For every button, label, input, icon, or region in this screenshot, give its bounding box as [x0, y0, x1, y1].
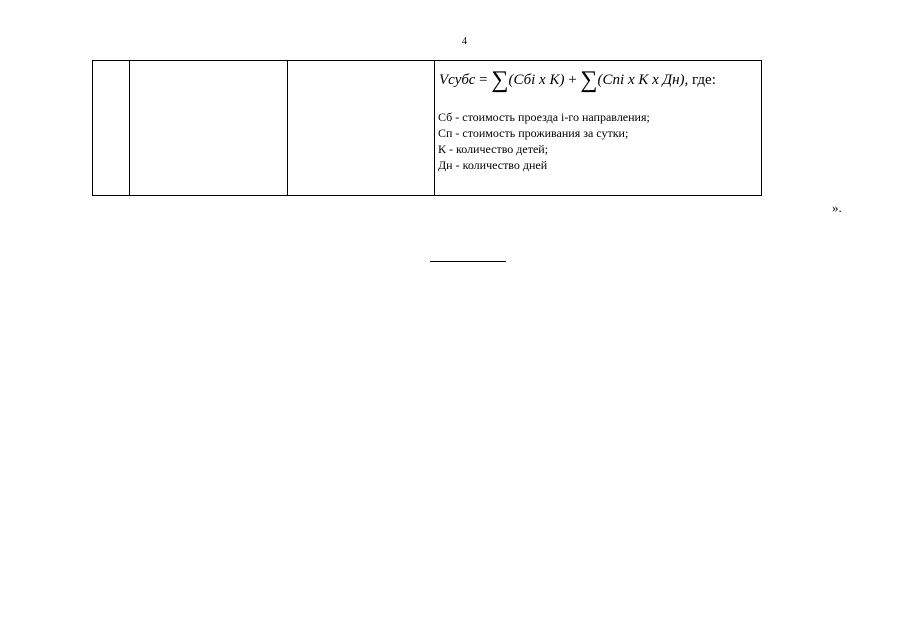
table-cell-formula: [435, 61, 762, 196]
legend-item: Дн - количество дней: [438, 158, 548, 172]
page-number: 4: [462, 36, 467, 47]
formula-equals: =: [475, 72, 492, 88]
closing-quote-mark: ».: [832, 200, 842, 215]
formula-plus: +: [564, 72, 581, 88]
end-of-document-rule: [430, 261, 506, 262]
subsidy-formula: [439, 69, 761, 91]
table-cell-description: [288, 61, 435, 196]
document-table: [92, 60, 762, 196]
formula-term-lodging: (Спi x K x Дн),: [597, 72, 689, 88]
sum-symbol-icon: ∑: [580, 67, 598, 93]
formula-term-travel: (Сбi x K): [508, 72, 565, 88]
formula-legend: [438, 109, 761, 173]
legend-item: Сп - стоимость проживания за сутки;: [438, 126, 629, 140]
sum-symbol-icon: ∑: [491, 67, 509, 93]
formula-where: где:: [688, 72, 716, 88]
table-cell-number: [93, 61, 130, 196]
table-cell-name: [130, 61, 288, 196]
table-row: [93, 61, 762, 196]
legend-item: Сб - стоимость проезда i-го направления;: [438, 110, 650, 124]
formula-lhs: Vсубс: [439, 72, 476, 88]
legend-item: К - количество детей;: [438, 142, 549, 156]
